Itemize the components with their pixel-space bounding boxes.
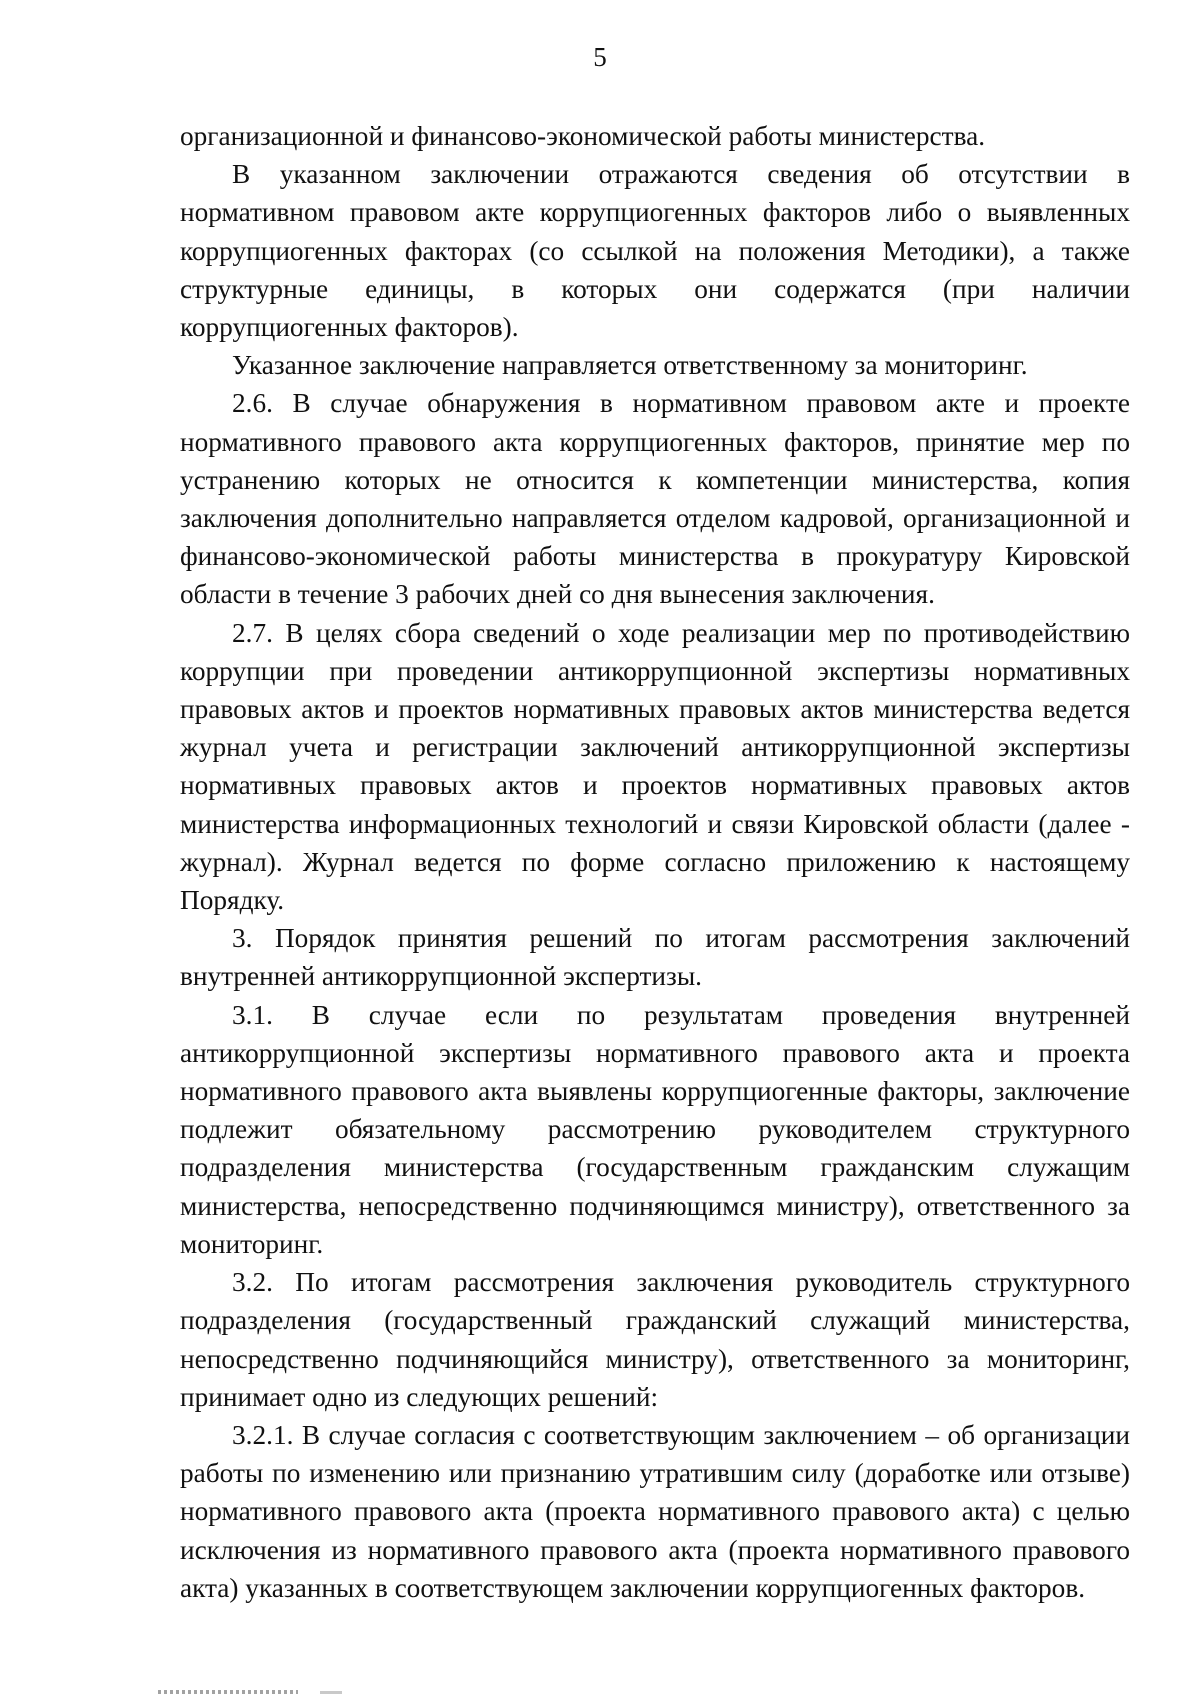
paragraph-conclusion-contents: В указанном заключении отражаются сведения об отсутствии в нормативном правовом акте коррупциогенных факторов либо о выявленных коррупциогенных факторах (со ссылкой на положения Методики), а также структурные единицы, в которых они содержатся (при наличии коррупциогенных факторов). xyxy=(180,159,1130,343)
paragraph-3-1: 3.1. В случае если по результатам проведения внутренней антикоррупционной экспертизы нормативного правового акта и проекта нормативного правового акта выявлены коррупциогенные факторы, заключение подлежит обязательному рассмотрению руководителем структурного подразделения министерства (государственным гражданским служащим министерства, непосредственно подчиняющимся министру), ответственного за мониторинг. xyxy=(180,999,1130,1259)
scan-artifact-small xyxy=(320,1691,342,1694)
paragraph-2-7: 2.7. В целях сбора сведений о ходе реализации мер по противодействию коррупции при проведении антикоррупционной экспертизы нормативных правовых актов и проектов нормативных правовых актов министерства ведется журнал учета и регистрации заключений антикоррупционной экспертизы нормативных правовых актов и проектов нормативных правовых актов министерства информационных технологий и связи Кировской области (далее - журнал). Журнал ведется по форме согласно приложению к настоящему Порядку. xyxy=(180,617,1130,916)
paragraph-conclusion-sent: Указанное заключение направляется ответственному за мониторинг. xyxy=(232,350,1028,381)
paragraph-2-6: 2.6. В случае обнаружения в нормативном правовом акте и проекте нормативного правового акта коррупциогенных факторов, принятие мер по устранению которых не относится к компетенции министерства, копия заключения дополнительно направляется отделом кадровой, организационной и финансово-экономической работы министерства в прокуратуру Кировской области в течение 3 рабочих дней со дня вынесения заключения. xyxy=(180,388,1130,610)
paragraph-3-2-1: 3.2.1. В случае согласия с соответствующим заключением – об организации работы по изменению или признанию утратившим силу (доработке или отзыве) нормативного правового акта (проекта нормативного правового акта) с целью исключения из нормативного правового акта (проекта нормативного правового акта) указанных в соответствующем заключении коррупциогенных факторов. xyxy=(180,1419,1130,1603)
document-body xyxy=(180,117,1130,1607)
page-number: 5 xyxy=(593,42,607,72)
paragraph-3-2: 3.2. По итогам рассмотрения заключения руководитель структурного подразделения (государственный гражданский служащий министерства, непосредственно подчиняющийся министру), ответственного за мониторинг, принимает одно из следующих решений: xyxy=(180,1267,1130,1412)
section-3-heading: 3. Порядок принятия решений по итогам рассмотрения заключений внутренней антикоррупционной экспертизы. xyxy=(180,923,1130,992)
scan-artifact xyxy=(158,1690,298,1694)
paragraph-continuation: организационной и финансово-экономической работы министерства. xyxy=(180,121,986,151)
